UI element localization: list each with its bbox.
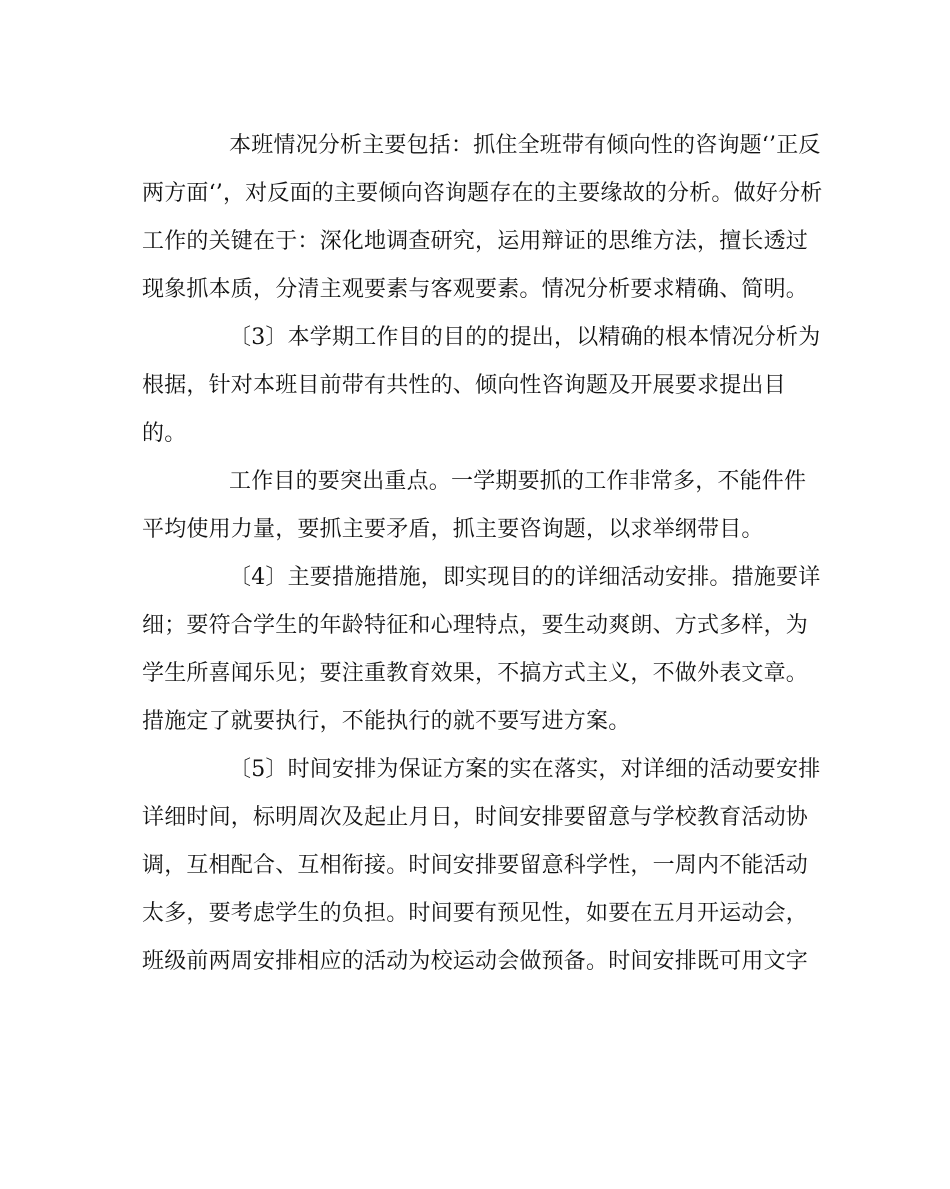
text-line: 详细时间，标明周次及起止月日，时间安排要留意与学校教育活动协 [142, 805, 809, 830]
text-line: 工作的关键在于：深化地调查研究，运用辩证的思维方法，擅长透过 [142, 229, 809, 254]
text-line: 太多，要考虑学生的负担。时间要有预见性，如要在五月开运动会， [142, 901, 809, 926]
text-line: 现象抓本质，分清主观要素与客观要素。情况分析要求精确、简明。 [142, 277, 809, 302]
text-line: 措施定了就要执行，不能执行的就不要写进方案。 [142, 709, 631, 734]
text-line: 平均使用力量，要抓主要矛盾，抓主要咨询题，以求举纲带目。 [142, 517, 764, 542]
text-line: 学生所喜闻乐见；要注重教育效果，不搞方式主义，不做外表文章。 [142, 661, 809, 686]
text-line: 细；要符合学生的年龄特征和心理特点，要生动爽朗、方式多样，为 [142, 613, 809, 638]
text-line: 本班情况分析主要包括：抓住全班带有倾向性的咨询题‘’正反 [229, 133, 821, 158]
text-line: 〔5〕时间安排为保证方案的实在落实，对详细的活动要安排 [229, 757, 821, 782]
text-line: 〔4〕主要措施措施，即实现目的的详细活动安排。措施要详 [229, 565, 821, 590]
text-line: 调，互相配合、互相衔接。时间安排要留意科学性，一周内不能活动 [142, 853, 809, 878]
text-line: 班级前两周安排相应的活动为校运动会做预备。时间安排既可用文字 [142, 949, 809, 974]
text-line: 的。 [142, 421, 187, 446]
text-line: 两方面‘’，对反面的主要倾向咨询题存在的主要缘故的分析。做好分析 [142, 181, 823, 206]
text-line: 〔3〕本学期工作目的目的的提出，以精确的根本情况分析为 [229, 325, 821, 350]
text-line: 工作目的要突出重点。一学期要抓的工作非常多，不能件件 [229, 469, 807, 494]
text-line: 根据，针对本班目前带有共性的、倾向性咨询题及开展要求提出目 [142, 373, 786, 398]
